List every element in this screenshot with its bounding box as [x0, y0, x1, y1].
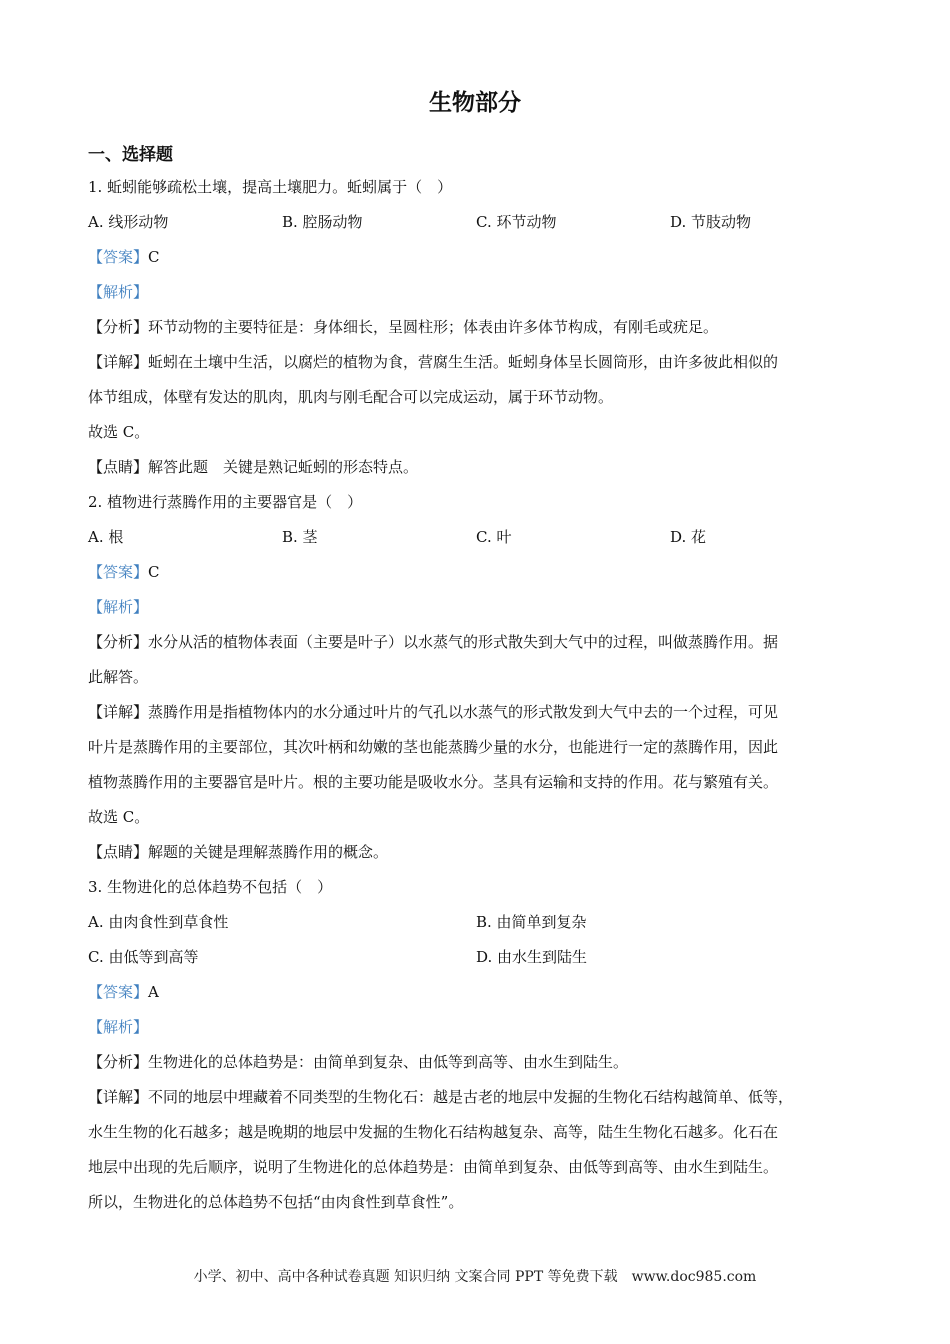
question-1-options	[88, 205, 874, 240]
option-d: D. 花	[670, 528, 707, 546]
detail-text: 蚯蚓在土壤中生活，以腐烂的植物为食，营腐生生活。蚯蚓身体呈长圆筒形，由许多彼此相似的	[148, 353, 779, 371]
fenxi-tag: 【分析】	[88, 1053, 149, 1071]
option-b: B. 腔肠动物	[282, 213, 363, 231]
answer-line	[88, 975, 874, 1010]
option-a: A. 线形动物	[88, 213, 169, 231]
analysis-line	[88, 1010, 874, 1045]
question-3-options-row1	[88, 905, 874, 940]
detail-line	[88, 1080, 874, 1115]
fenxi-text: 生物进化的总体趋势是：由简单到复杂、由低等到高等、由水生到陆生。	[148, 1053, 629, 1071]
answer-value: C	[148, 248, 160, 266]
fenxi-line: 此解答。	[88, 668, 149, 686]
choose-line: 故选 C。	[88, 423, 150, 441]
question-3-stem: 3. 生物进化的总体趋势不包括（ ）	[88, 878, 333, 896]
option-c: C. 环节动物	[476, 213, 557, 231]
answer-value: C	[148, 563, 160, 581]
questions	[88, 170, 874, 1220]
fenxi-line	[88, 625, 874, 660]
detail-line	[88, 695, 874, 730]
page-title: 生物部分	[429, 90, 521, 116]
option-b: B. 茎	[282, 528, 318, 546]
detail-tag: 【详解】	[88, 703, 149, 721]
dianjing-tag: 【点睛】	[88, 843, 149, 861]
question-1-stem: 1. 蚯蚓能够疏松土壤，提高土壤肥力。蚯蚓属于（ ）	[88, 178, 453, 196]
analysis-tag: 【解析】	[88, 283, 149, 301]
detail-tag: 【详解】	[88, 1088, 149, 1106]
detail-line: 植物蒸腾作用的主要器官是叶片。根的主要功能是吸收水分。茎具有运输和支持的作用。花与繁殖有关。	[88, 773, 779, 791]
option-a: A. 由肉食性到草食性	[88, 913, 229, 931]
fenxi-text: 环节动物的主要特征是：身体细长，呈圆柱形；体表由许多体节构成，有刚毛或疣足。	[148, 318, 719, 336]
option-c: C. 叶	[476, 528, 512, 546]
answer-line	[88, 555, 874, 590]
analysis-line	[88, 590, 874, 625]
detail-line: 所以，生物进化的总体趋势不包括“由肉食性到草食性”。	[88, 1193, 464, 1211]
detail-line: 叶片是蒸腾作用的主要部位，其次叶柄和幼嫩的茎也能蒸腾少量的水分，也能进行一定的蒸腾作用，因此	[88, 738, 779, 756]
fenxi-line	[88, 310, 874, 345]
analysis-tag: 【解析】	[88, 1018, 149, 1036]
option-d: D. 由水生到陆生	[476, 948, 588, 966]
dianjing-text: 解答此题 关键是熟记蚯蚓的形态特点。	[148, 458, 419, 476]
option-a: A. 根	[88, 528, 124, 546]
answer-value: A	[148, 983, 159, 1001]
analysis-line	[88, 275, 874, 310]
detail-text: 不同的地层中埋藏着不同类型的生物化石：越是古老的地层中发掘的生物化石结构越简单、低等，	[148, 1088, 794, 1106]
option-d: D. 节肢动物	[670, 213, 752, 231]
answer-tag: 【答案】	[88, 248, 149, 266]
detail-tag: 【详解】	[88, 353, 149, 371]
answer-line	[88, 240, 874, 275]
option-c: C. 由低等到高等	[88, 948, 199, 966]
question-2-stem: 2. 植物进行蒸腾作用的主要器官是（ ）	[88, 493, 363, 511]
dianjing-line	[88, 450, 874, 485]
option-b: B. 由简单到复杂	[476, 913, 587, 931]
question-3-options-row2	[88, 940, 874, 975]
detail-line: 地层中出现的先后顺序，说明了生物进化的总体趋势是：由简单到复杂、由低等到高等、由水生到陆生。	[88, 1158, 779, 1176]
section-heading: 一、选择题	[88, 145, 173, 165]
fenxi-line	[88, 1045, 874, 1080]
dianjing-tag: 【点睛】	[88, 458, 149, 476]
fenxi-text: 水分从活的植物体表面（主要是叶子）以水蒸气的形式散失到大气中的过程，叫做蒸腾作用。据	[148, 633, 779, 651]
answer-tag: 【答案】	[88, 563, 149, 581]
fenxi-tag: 【分析】	[88, 633, 149, 651]
analysis-tag: 【解析】	[88, 598, 149, 616]
footer-text: 小学、初中、高中各种试卷真题 知识归纳 文案合同 PPT 等免费下载 www.doc985.com	[193, 1269, 757, 1285]
detail-line	[88, 345, 874, 380]
question-2-options	[88, 520, 874, 555]
fenxi-tag: 【分析】	[88, 318, 149, 336]
answer-tag: 【答案】	[88, 983, 149, 1001]
detail-text: 蒸腾作用是指植物体内的水分通过叶片的气孔以水蒸气的形式散发到大气中去的一个过程，可见	[148, 703, 779, 721]
dianjing-line	[88, 835, 874, 870]
dianjing-text: 解题的关键是理解蒸腾作用的概念。	[148, 843, 389, 861]
detail-line: 体节组成，体壁有发达的肌肉，肌肉与刚毛配合可以完成运动，属于环节动物。	[88, 388, 614, 406]
detail-line: 水生生物的化石越多；越是晚期的地层中发掘的生物化石结构越复杂、高等，陆生生物化石越多。化石在	[88, 1123, 779, 1141]
choose-line: 故选 C。	[88, 808, 150, 826]
